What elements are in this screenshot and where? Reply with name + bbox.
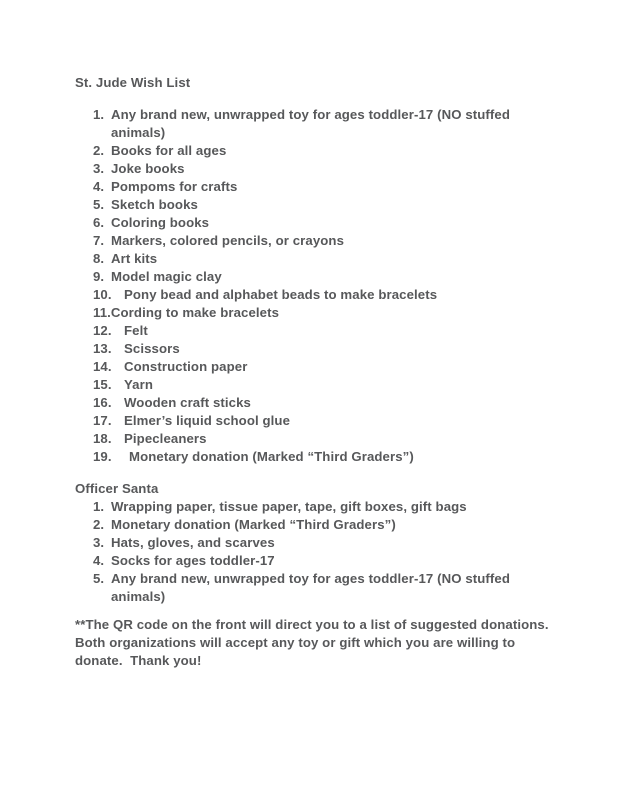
item-text: Wooden craft sticks xyxy=(124,395,251,410)
item-number: 15. xyxy=(93,377,112,392)
item-number: 2. xyxy=(93,143,105,158)
item-text: Markers, colored pencils, or crayons xyxy=(111,233,345,248)
list-item xyxy=(93,250,582,268)
list-item xyxy=(93,430,582,448)
item-text: Books for all ages xyxy=(111,143,227,158)
item-number: 1. xyxy=(93,499,105,514)
item-text: Any brand new, unwrapped toy for ages toddler-17 (NO stuffed animals) xyxy=(111,571,510,604)
list-item xyxy=(93,498,582,516)
list-item xyxy=(93,160,582,178)
item-number: 8. xyxy=(93,251,105,266)
item-text: Joke books xyxy=(111,161,185,176)
item-text: Coloring books xyxy=(111,215,210,230)
list-item xyxy=(93,268,582,286)
item-text: Monetary donation (Marked “Third Graders”) xyxy=(111,517,396,532)
item-text: Monetary donation (Marked “Third Graders”) xyxy=(129,449,414,464)
item-number: 10. xyxy=(93,287,112,302)
officer-santa-list xyxy=(93,498,582,606)
list-item xyxy=(93,376,582,394)
item-text: Art kits xyxy=(111,251,158,266)
item-text: Pipecleaners xyxy=(124,431,207,446)
item-number: 13. xyxy=(93,341,112,356)
list-item xyxy=(93,214,582,232)
item-text: Yarn xyxy=(124,377,153,392)
st-jude-list xyxy=(93,106,582,466)
list-item xyxy=(93,340,582,358)
list-item xyxy=(93,142,582,160)
item-number: 14. xyxy=(93,359,112,374)
item-number: 9. xyxy=(93,269,105,284)
item-number: 1. xyxy=(93,107,105,122)
item-text: Sketch books xyxy=(111,197,198,212)
list-item xyxy=(93,448,582,466)
item-text: Elmer’s liquid school glue xyxy=(124,413,291,428)
list-item xyxy=(93,178,582,196)
item-number: 19. xyxy=(93,449,112,464)
item-number: 6. xyxy=(93,215,105,230)
item-number: 4. xyxy=(93,553,105,568)
item-text: Model magic clay xyxy=(111,269,222,284)
list-item xyxy=(93,394,582,412)
list-item xyxy=(93,570,582,606)
item-number: 17. xyxy=(93,413,112,428)
item-text: Pony bead and alphabet beads to make bracelets xyxy=(124,287,438,302)
item-number: 7. xyxy=(93,233,105,248)
list-item xyxy=(93,286,582,304)
list-item xyxy=(93,196,582,214)
item-number: 2. xyxy=(93,517,105,532)
item-text: Cording to make bracelets xyxy=(110,305,280,320)
list-item xyxy=(93,552,582,570)
item-text: Wrapping paper, tissue paper, tape, gift boxes, gift bags xyxy=(111,499,467,514)
item-number: 3. xyxy=(93,535,105,550)
item-number: 12. xyxy=(93,323,112,338)
list-item xyxy=(93,516,582,534)
item-text: Hats, gloves, and scarves xyxy=(111,535,275,550)
item-text: Felt xyxy=(124,323,148,338)
item-text: Scissors xyxy=(124,341,180,356)
item-text: Socks for ages toddler-17 xyxy=(111,553,275,568)
list-item xyxy=(93,412,582,430)
list-item xyxy=(93,106,582,142)
footer-note: **The QR code on the front will direct you to a list of suggested donations. Both organizations will accept any toy or gift which you are willing to donate. Thank you! xyxy=(75,617,549,668)
item-number: 18. xyxy=(93,431,112,446)
item-number: 3. xyxy=(93,161,105,176)
page-title: St. Jude Wish List xyxy=(75,75,191,90)
list-item xyxy=(93,534,582,552)
item-number: 5. xyxy=(93,197,105,212)
item-text: Construction paper xyxy=(124,359,248,374)
list-item xyxy=(93,322,582,340)
item-number: 5. xyxy=(93,571,105,586)
item-text: Any brand new, unwrapped toy for ages toddler-17 (NO stuffed animals) xyxy=(111,107,510,140)
list-item xyxy=(93,304,582,322)
list-item xyxy=(93,232,582,250)
officer-santa-heading: Officer Santa xyxy=(75,481,159,496)
list-item xyxy=(93,358,582,376)
item-number: 4. xyxy=(93,179,105,194)
item-text: Pompoms for crafts xyxy=(111,179,238,194)
item-number: 11. xyxy=(93,305,111,320)
item-number: 16. xyxy=(93,395,112,410)
